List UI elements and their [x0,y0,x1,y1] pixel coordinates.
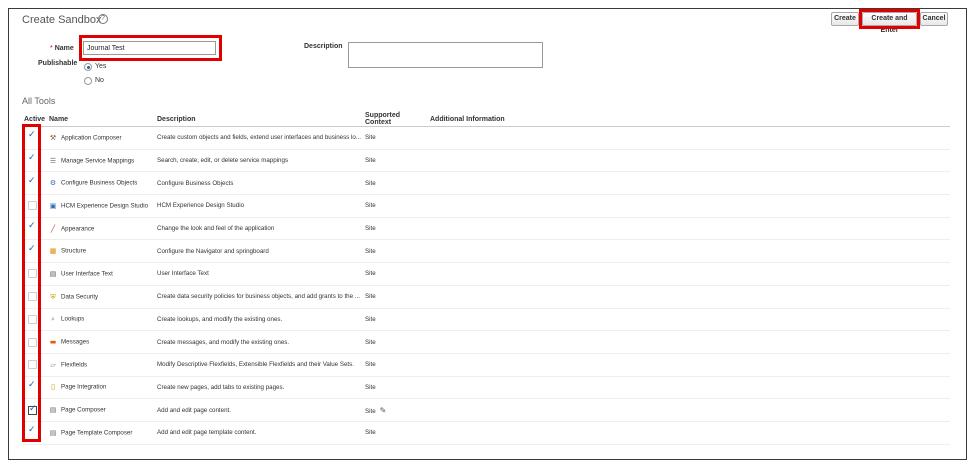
tool-description: Create lookups, and modify the existing ones. [155,308,363,331]
tool-description: HCM Experience Design Studio [155,195,363,218]
active-cell [22,331,47,354]
active-checkbox[interactable] [28,224,37,233]
active-checkbox[interactable] [28,360,37,369]
tool-name: Flexfields [61,361,88,369]
publishable-yes-label: Yes [95,63,107,70]
page-template-icon: ▤ [49,428,57,437]
design-studio-icon: ▣ [49,201,57,210]
tool-description: Create new pages, add tabs to existing pages. [155,376,363,399]
help-icon[interactable]: ? [98,14,108,24]
tool-name: Application Composer [61,134,122,142]
active-cell [22,172,47,195]
tool-description: Modify Descriptive Flexfields, Extensible Flexfields and their Value Sets. [155,353,363,376]
tool-context: Site [365,407,376,415]
table-row[interactable] [22,331,950,354]
publishable-no-radio[interactable] [84,77,92,85]
table-row[interactable] [22,285,950,308]
tool-name-cell [47,376,155,399]
tool-description: Create messages, and modify the existing ones. [155,331,363,354]
tool-info [428,331,950,354]
tool-info [428,217,950,240]
hammer-wrench-icon: ⚒ [49,133,57,142]
table-row[interactable] [22,353,950,376]
active-checkbox[interactable] [28,338,37,347]
tool-name-cell [47,353,155,376]
tool-info [428,172,950,195]
tool-context-cell [363,195,428,218]
tool-name-cell [47,331,155,354]
table-row[interactable] [22,149,950,172]
active-cell [22,399,47,422]
message-icon: ▬ [49,338,57,347]
tool-name: Data Security [61,293,99,301]
flexfield-icon: ▱ [50,360,56,369]
active-cell [22,217,47,240]
tool-name: Messages [61,338,90,346]
tool-description: Add and edit page content. [155,399,363,422]
page-title: Create Sandbox [22,14,102,26]
tool-context-cell [363,331,428,354]
tool-description: Change the look and feel of the application [155,217,363,240]
tool-context: Site [365,134,376,142]
tool-description: Search, create, edit, or delete service mappings [155,149,363,172]
active-cell [22,240,47,263]
active-checkbox[interactable] [28,406,37,415]
tool-name: Page Integration [61,384,107,392]
tool-context: Site [365,270,376,278]
pencil-edit-icon[interactable]: ✎ [379,405,387,415]
table-row[interactable] [22,127,950,150]
list-icon: ☰ [49,156,57,165]
active-cell [22,127,47,150]
tool-context: Site [365,179,376,187]
active-cell [22,421,47,444]
active-cell [22,195,47,218]
tool-name: Appearance [61,225,95,233]
active-checkbox[interactable] [28,383,37,392]
tool-context-cell [363,240,428,263]
tool-context: Site [365,225,376,233]
required-mark: * [50,45,53,52]
tool-description: User Interface Text [155,263,363,286]
name-label: Name [54,45,74,52]
tool-name: Structure [61,247,87,255]
active-checkbox[interactable] [28,156,37,165]
tool-context-cell [363,399,428,422]
table-row[interactable] [22,195,950,218]
tool-info [428,353,950,376]
active-cell [22,376,47,399]
tool-context-cell [363,149,428,172]
page-integration-icon: ▯ [51,383,55,392]
active-checkbox[interactable] [28,179,37,188]
gears-icon: ⚙ [49,179,57,188]
tool-name-cell [47,172,155,195]
table-row[interactable] [22,240,950,263]
page-composer-icon: ▤ [49,406,57,415]
cancel-button[interactable]: Cancel [920,12,948,26]
tool-context: Site [365,383,376,391]
description-input[interactable] [348,42,543,68]
tool-description: Configure the Navigator and springboard [155,240,363,263]
active-cell [22,149,47,172]
tool-name-cell [47,421,155,444]
tool-name-cell [47,149,155,172]
tool-context-cell [363,308,428,331]
tool-info [428,308,950,331]
active-checkbox[interactable] [28,247,37,256]
tool-name-cell [47,127,155,150]
description-label: Description [304,43,343,50]
active-cell [22,353,47,376]
tool-context-cell [363,376,428,399]
tool-name: Lookups [61,315,85,323]
tool-info [428,127,950,150]
column-header-info[interactable]: Additional Information [428,112,950,127]
tool-context: Site [365,338,376,346]
tool-context: Site [365,429,376,437]
tool-context: Site [365,293,376,301]
active-cell [22,263,47,286]
active-cell [22,308,47,331]
active-checkbox[interactable] [28,269,37,278]
create-and-enter-button[interactable]: Create and Enter [862,12,917,26]
tool-name: Page Template Composer [61,429,133,437]
tool-name-cell [47,217,155,240]
tool-info [428,399,950,422]
tool-info [428,263,950,286]
tool-description: Add and edit page template content. [155,421,363,444]
tool-name-cell [47,399,155,422]
table-row[interactable] [22,263,950,286]
tool-name: HCM Experience Design Studio [61,202,149,210]
tool-name-cell [47,195,155,218]
tool-info [428,376,950,399]
table-row[interactable] [22,399,950,422]
column-header-context[interactable]: Supported Context [363,112,428,127]
tool-description: Configure Business Objects [155,172,363,195]
tool-context: Site [365,202,376,210]
tool-context-cell [363,263,428,286]
tool-info [428,149,950,172]
table-row[interactable] [22,217,950,240]
search-icon: ⌕ [51,315,55,324]
tool-context: Site [365,157,376,165]
tool-name-cell [47,308,155,331]
shield-icon: ⛨ [50,292,56,301]
name-input[interactable] [83,41,216,55]
active-cell [22,285,47,308]
tool-name: User Interface Text [61,270,113,278]
tool-info [428,240,950,263]
name-label-wrap [50,45,74,52]
tool-context: Site [365,315,376,323]
column-header-active[interactable]: Active [22,112,47,127]
table-row[interactable] [22,308,950,331]
text-window-icon: ▤ [49,269,57,278]
tool-info [428,421,950,444]
tool-context-cell [363,421,428,444]
tool-description: Create custom objects and fields, extend user interfaces and business lo... [155,127,363,150]
tool-name: Page Composer [61,406,106,414]
publishable-label: Publishable [38,60,78,67]
tools-table [22,112,950,445]
active-checkbox[interactable] [28,133,37,142]
paintbrush-icon: ╱ [50,224,56,233]
column-header-description[interactable]: Description [155,112,363,127]
tool-name-cell [47,263,155,286]
create-button[interactable]: Create [831,12,859,26]
structure-grid-icon: ▦ [49,247,57,256]
tool-name: Manage Service Mappings [61,157,135,165]
table-row[interactable] [22,172,950,195]
tool-name-cell [47,240,155,263]
active-checkbox[interactable] [28,428,37,437]
tool-context-cell [363,353,428,376]
publishable-yes-radio[interactable] [84,63,92,71]
tool-context-cell [363,172,428,195]
column-header-name[interactable]: Name [47,112,155,127]
table-row[interactable] [22,376,950,399]
tool-info [428,195,950,218]
active-checkbox[interactable] [28,201,37,210]
tool-name: Configure Business Objects [61,179,138,187]
tool-info [428,285,950,308]
tool-context-cell [363,285,428,308]
active-checkbox[interactable] [28,292,37,301]
table-row[interactable] [22,421,950,444]
tool-description: Create data security policies for business objects, and add grants to the ... [155,285,363,308]
active-checkbox[interactable] [28,315,37,324]
section-title: All Tools [22,96,56,106]
tool-name-cell [47,285,155,308]
tool-context-cell [363,127,428,150]
tool-context-cell [363,217,428,240]
publishable-no-label: No [95,77,104,84]
tool-context: Site [365,247,376,255]
tool-context: Site [365,361,376,369]
